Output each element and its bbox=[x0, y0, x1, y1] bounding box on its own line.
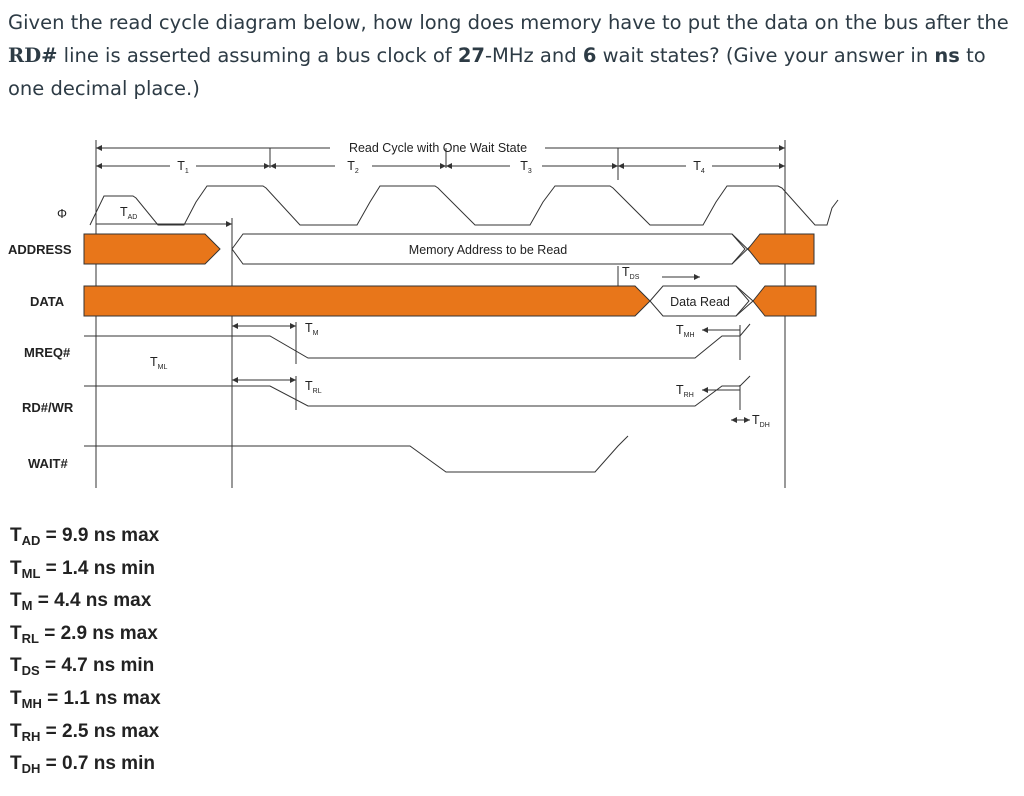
state-t3: $T_3$ bbox=[520, 159, 532, 175]
param-tad: $T_{AD} = 9.9$ ns max bbox=[10, 525, 160, 548]
state-t2: $T_2$ bbox=[347, 159, 359, 175]
state-t4: $T_4$ bbox=[693, 159, 705, 175]
address-invalid-left bbox=[84, 234, 220, 264]
param-tml: $T_{ML} = 1.4$ ns min bbox=[10, 557, 155, 581]
signal-rd-wr: RD#/WR bbox=[22, 400, 74, 415]
timing-label-tdh: $T_{DH}$ bbox=[752, 413, 770, 429]
clock-waveform bbox=[90, 186, 838, 225]
address-text: Memory Address to be Read bbox=[408, 243, 568, 257]
wait-waveform bbox=[84, 436, 628, 472]
timing-label-tad: $T_{AD}$ bbox=[120, 205, 138, 221]
diagram-title: Read Cycle with One Wait State bbox=[348, 141, 528, 155]
signal-wait: WAIT# bbox=[28, 456, 68, 471]
mreq-waveform bbox=[84, 324, 750, 358]
signal-mreq: MREQ# bbox=[24, 345, 71, 360]
signal-data: DATA bbox=[30, 294, 65, 309]
timing-label-tm: $T_M$ bbox=[305, 321, 319, 337]
timing-parameters bbox=[10, 520, 161, 781]
address-invalid-right bbox=[748, 234, 814, 264]
state-t1: $T_1$ bbox=[177, 159, 189, 175]
phi-label: Φ bbox=[57, 207, 67, 221]
param-tm: $T_M = 4.4$ ns max bbox=[10, 590, 152, 614]
data-invalid-right bbox=[753, 286, 816, 316]
question-text: Given the read cycle diagram below, how long does memory have to put the data on the bus after the RD# line is asserted assuming a bus clock of 27-MHz and 6 wait states? (Give your answer in ns to one decimal place.) bbox=[8, 11, 1009, 100]
rd-signal-name: RD# bbox=[8, 44, 58, 67]
data-text: Data Read bbox=[670, 295, 730, 309]
param-trh: $T_{RH} = 2.5$ ns max bbox=[10, 720, 160, 744]
timing-label-trl: $T_{RL}$ bbox=[305, 379, 322, 395]
timing-label-tml: $T_{ML}$ bbox=[150, 355, 168, 371]
wait-states-value: 6 bbox=[582, 44, 597, 67]
timing-label-tmh: $T_{MH}$ bbox=[676, 323, 695, 339]
timing-label-tds: $T_{DS}$ bbox=[622, 265, 640, 281]
param-tmh: $T_{MH} = 1.1$ ns max bbox=[10, 687, 161, 711]
param-tds: $T_{DS} = 4.7$ ns min bbox=[10, 655, 155, 679]
param-tdh: $T_{DH} = 0.7$ ns min bbox=[10, 753, 155, 777]
rd-wr-waveform bbox=[84, 376, 750, 406]
data-invalid-left bbox=[84, 286, 650, 316]
clock-value: 27 bbox=[457, 44, 485, 67]
unit-ns: ns bbox=[934, 44, 960, 67]
param-trl: $T_{RL} = 2.9$ ns max bbox=[10, 622, 158, 646]
signal-address: ADDRESS bbox=[8, 242, 72, 257]
timing-label-trh: $T_{RH}$ bbox=[676, 383, 694, 399]
